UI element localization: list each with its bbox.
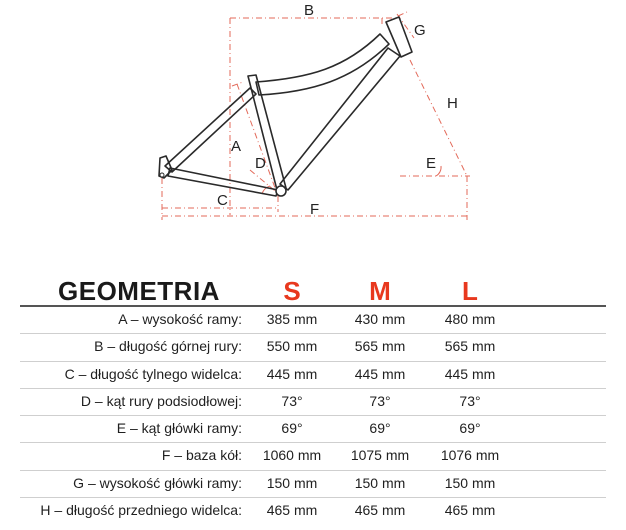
label-b: B	[304, 2, 315, 19]
bike-geometry-diagram	[0, 0, 626, 235]
table-row	[20, 498, 606, 524]
table-row	[20, 334, 606, 361]
dimension-lines	[162, 12, 470, 220]
geometry-table	[20, 276, 606, 524]
value-m: 565 mm	[354, 338, 406, 355]
table-row	[20, 307, 606, 334]
table-row	[20, 362, 606, 389]
value-l: 445 mm	[444, 365, 496, 382]
row-label: B – długość górnej rury:	[94, 338, 242, 355]
row-label: D – kąt rury podsiodłowej:	[80, 392, 242, 409]
row-label: H – długość przedniego widelca:	[40, 502, 242, 519]
value-s: 445 mm	[266, 365, 318, 382]
value-s: 69°	[281, 420, 303, 437]
row-label: G – wysokość główki ramy:	[73, 474, 242, 491]
value-m: 430 mm	[354, 311, 406, 327]
label-g: G	[414, 22, 426, 39]
table-body	[20, 307, 606, 524]
value-m: 73°	[369, 392, 391, 409]
table-title: GEOMETRIA	[58, 276, 220, 306]
value-s: 385 mm	[266, 311, 318, 327]
value-l: 69°	[459, 420, 481, 437]
label-f: F	[310, 201, 320, 218]
size-header-s: S	[283, 276, 301, 306]
value-l: 73°	[459, 392, 481, 409]
table-header	[20, 276, 606, 307]
size-header-l: L	[462, 276, 478, 306]
value-l: 150 mm	[444, 474, 496, 491]
value-m: 1075 mm	[350, 447, 410, 464]
table-row	[20, 443, 606, 470]
value-s: 465 mm	[266, 502, 318, 519]
row-label: C – długość tylnego widelca:	[64, 365, 242, 382]
bottom-bracket	[276, 186, 286, 196]
value-s: 550 mm	[266, 338, 318, 355]
value-m: 69°	[369, 420, 391, 437]
value-l: 565 mm	[444, 338, 496, 355]
value-l: 480 mm	[444, 311, 496, 327]
table-row	[20, 416, 606, 443]
size-header-m: M	[369, 276, 391, 306]
row-label: A – wysokość ramy:	[118, 311, 242, 327]
label-a: A	[231, 138, 242, 155]
bike-frame	[159, 17, 412, 196]
value-l: 1076 mm	[440, 447, 500, 464]
label-e: E	[426, 155, 437, 172]
table-row	[20, 389, 606, 416]
value-m: 150 mm	[354, 474, 406, 491]
value-l: 465 mm	[444, 502, 496, 519]
value-m: 445 mm	[354, 365, 406, 382]
value-s: 150 mm	[266, 474, 318, 491]
row-label: E – kąt główki ramy:	[116, 420, 242, 437]
value-s: 73°	[281, 392, 303, 409]
value-s: 1060 mm	[262, 447, 322, 464]
table-row	[20, 471, 606, 498]
label-d: D	[255, 155, 266, 172]
rear-axle	[160, 173, 164, 177]
value-m: 465 mm	[354, 502, 406, 519]
row-label: F – baza kół:	[161, 447, 242, 464]
label-c: C	[217, 192, 228, 209]
label-h: H	[447, 95, 458, 112]
